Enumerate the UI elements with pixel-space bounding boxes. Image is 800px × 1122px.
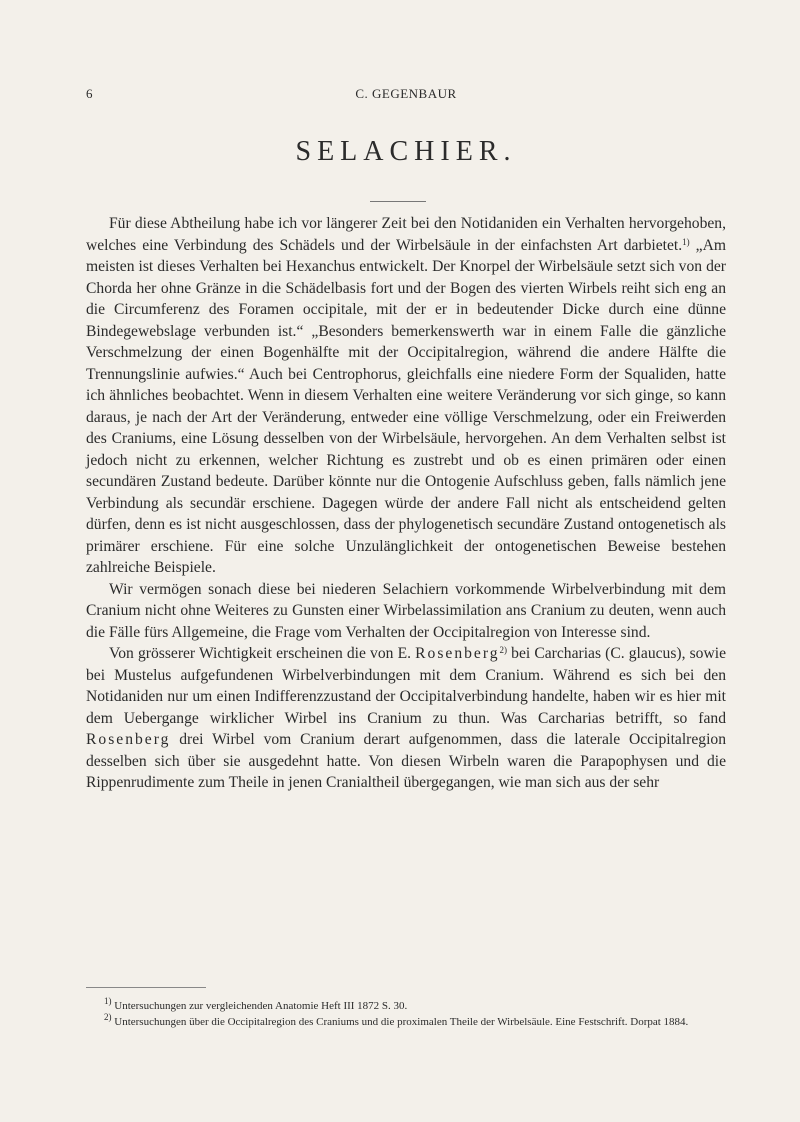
section-title: SELACHIER. xyxy=(295,136,517,167)
footnote-mark: 2) xyxy=(104,1012,112,1022)
text-run: Für diese Abtheilung habe ich vor längerer Zeit bei den Notidaniden ein Verhalten hervorgehoben, welches eine Verbindung des Schädels und der Wirbelsäule in der einfachsten Art darbietet. xyxy=(86,215,726,254)
footnote-divider xyxy=(86,987,206,988)
text-run: Wir vermögen sonach diese bei niederen Selachiern vorkommende Wirbelverbindung mit dem Cranium nicht ohne Weiteres zu Gunsten einer Wirbelassimilation ans Cranium zu deuten, wenn auch die Fälle fürs Allgemeine, die Frage vom Verhalten der Occipitalregion von Interesse sind. xyxy=(86,580,726,641)
footnote-text: Untersuchungen zur vergleichenden Anatomie Heft III 1872 S. 30. xyxy=(111,1000,408,1012)
footnote xyxy=(86,1014,726,1030)
author-name: Rosenberg xyxy=(415,645,500,662)
title-divider xyxy=(370,201,426,202)
footnotes xyxy=(86,998,726,1030)
body-text xyxy=(86,213,726,794)
footnote-mark: 1) xyxy=(104,996,112,1006)
text-run: „Am meisten ist dieses Verhalten bei Hexanchus entwickelt. Der Knorpel der Wirbelsäule setzt sich von der Chorda her ohne Gränze in die Schädelbasis fort und der Bogen des vierten Wirbels reiht sich eng an die Circumferenz des Foramen occipitale, mit der er in bedeutender Dicke durch eine dünne Bindegewebslage verbunden ist.“ „Besonders bemerkenswerth war in einem Falle die gänzliche Verschmelzung der einen Bogenhälfte mit der Occipitalregion, während die andere Hälfte die Trennungslinie aufwies.“ Auch bei Centrophorus, gleichfalls eine niedere Form der Squaliden, hatte ich ähnliches beobachtet. Wenn in diesem Verhalten eine weitere Veränderung vor sich ginge, so kann daraus, je nach der Art der Veränderung, entweder eine völlige Verschmelzung, oder ein Freiwerden des Craniums, eine Lösung desselben von der Wirbelsäule, hervorgehen. An dem Verhalten selbst ist jedoch nicht zu erkennen, welcher Richtung es zustrebt und ob es einen primären oder einen secundären Zustand bedeute. Darüber könnte nur die Ontogenie Aufschluss geben, falls nämlich jene Verbindung als secundär erschiene. Dagegen würde der andere Fall nicht als entscheidend gelten dürfen, denn es ist nicht ausgeschlossen, dass der phylogenetisch secundäre Zustand ontogenetisch als primärer erschiene. Für eine solche Unzulänglichkeit der ontogenetischen Beweise bestehen zahlreiche Beispiele. xyxy=(86,236,726,576)
page-number: 6 xyxy=(86,86,93,101)
text-run: drei Wirbel vom Cranium derart aufgenommen, dass die laterale Occipitalregion desselben sich über sie ausgedehnt hatte. Von diesen Wirbeln waren die Parapophysen und die Rippenrudimente zum Theile in jenen Cranialtheil übergegangen, wie man sich aus der sehr xyxy=(86,731,726,791)
text-run: Von grösserer Wichtigkeit erscheinen die von E. xyxy=(109,645,416,662)
body-paragraph xyxy=(86,579,726,644)
body-paragraph xyxy=(86,643,726,794)
page-header xyxy=(86,86,726,106)
running-head: C. GEGENBAUR xyxy=(355,86,457,101)
footnote xyxy=(86,998,726,1014)
author-name: Rosenberg xyxy=(86,731,171,748)
text-run: bei Carcharias (C. glaucus), sowie bei Mustelus aufgefundenen Wirbelverbindungen mit dem Cranium. Während es sich bei den Notidaniden nur um einen Indifferenzzustand der Occipitalverbindung handelte, haben wir es hier mit dem Uebergange wirklicher Wirbel ins Cranium zu thun. Was Carcharias betrifft, so fand xyxy=(86,645,726,727)
footnote-text: Untersuchungen über die Occipitalregion des Craniums und die proximalen Theile der Wirbelsäule. Eine Festschrift. Dorpat 1884. xyxy=(111,1016,689,1028)
footnote-ref: 2) xyxy=(499,645,508,655)
body-paragraph xyxy=(86,213,726,579)
footnote-ref: 1) xyxy=(682,236,690,247)
